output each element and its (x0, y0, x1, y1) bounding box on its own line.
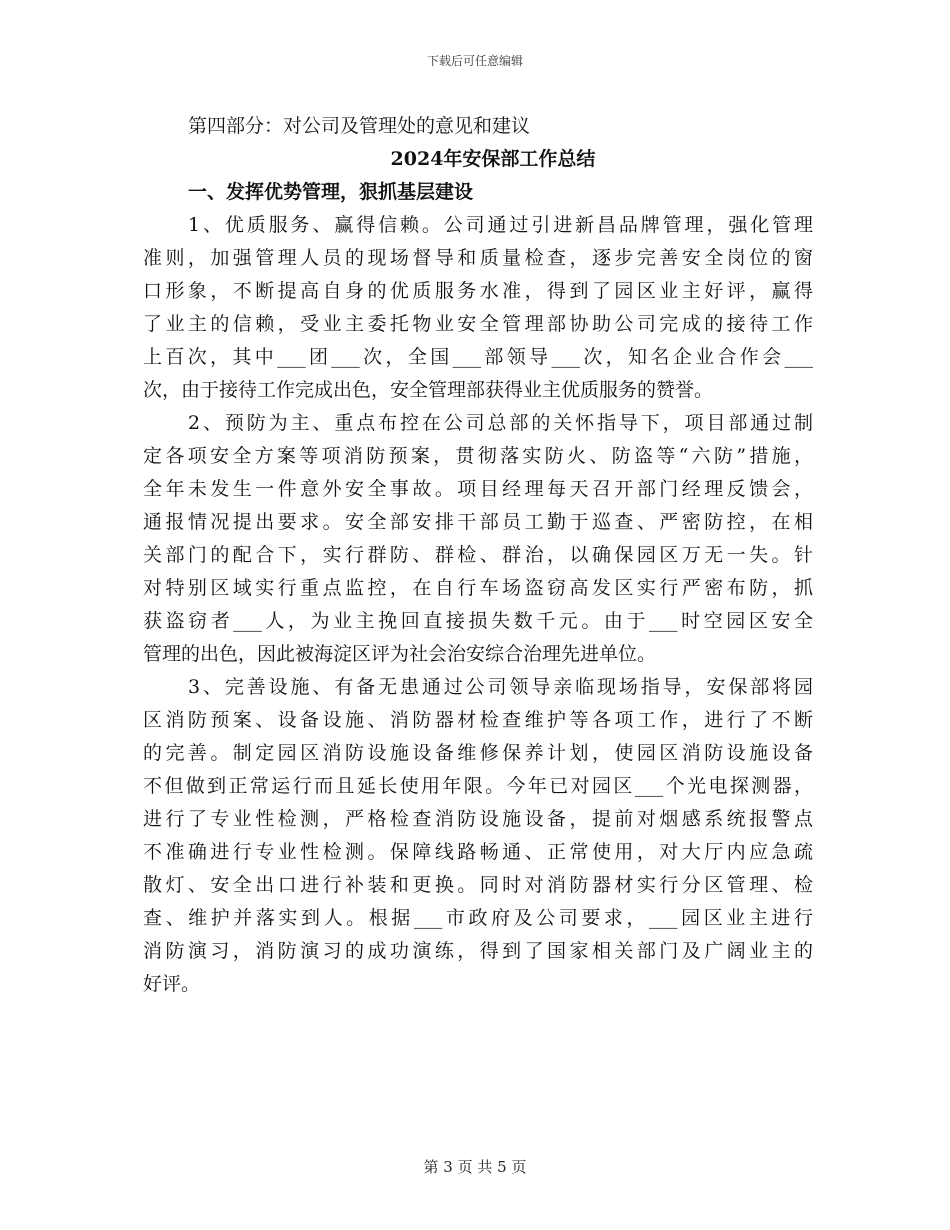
paragraph-line: 的完善。制定园区消防设施设备维修保养计划，使园区消防设施设备 (143, 742, 813, 764)
paragraph-line: 通报情况提出要求。安全部安排干部员工勤于巡查、严密防控，在相 (143, 511, 813, 533)
section-heading: 第四部分：对公司及管理处的意见和建议 (188, 115, 531, 137)
page-header-note: 下载后可任意编辑 (426, 54, 523, 68)
paragraph-line: 2、预防为主、重点布控在公司总部的关怀指导下，项目部通过制 (188, 412, 813, 434)
paragraph-line: 不准确进行专业性检测。保障线路畅通、正常使用，对大厅内应急疏 (143, 841, 813, 863)
paragraph-line: 3、完善设施、有备无患通过公司领导亲临现场指导，安保部将园 (188, 676, 813, 698)
paragraph-line: 上百次，其中___团___次，全国___部领导___次，知名企业合作会___ (143, 346, 813, 368)
paragraph-line: 次，由于接待工作完成出色，安全管理部获得业主优质服务的赞誉。 (143, 379, 714, 401)
paragraph-line: 关部门的配合下，实行群防、群检、群治，以确保园区万无一失。针 (143, 544, 813, 566)
paragraph-2 (143, 407, 813, 671)
paragraph-line: 对特别区域实行重点监控，在自行车场盗窃高发区实行严密布防，抓 (143, 577, 813, 599)
paragraph-1 (143, 209, 813, 407)
paragraph-line: 管理的出色，因此被海淀区评为社会治安综合治理先进单位。 (143, 643, 657, 665)
paragraph-line: 获盗窃者___人，为业主挽回直接损失数千元。由于___时空园区安全 (143, 610, 813, 632)
paragraph-line: 不但做到正常运行而且延长使用年限。今年已对园区___个光电探测器， (143, 775, 813, 797)
paragraph-line: 全年未发生一件意外安全事故。项目经理每天召开部门经理反馈会， (143, 478, 813, 500)
page-number-footer: 第 3 页 共 5 页 (423, 1158, 527, 1176)
paragraph-line: 好评。 (143, 973, 201, 995)
paragraph-line: 查、维护并落实到人。根据___市政府及公司要求，___园区业主进行 (143, 907, 813, 929)
paragraph-line: 区消防预案、设备设施、消防器材检查维护等各项工作，进行了不断 (143, 709, 813, 731)
paragraph-line: 定各项安全方案等项消防预案，贯彻落实防火、防盗等“六防”措施， (143, 445, 813, 467)
paragraph-line: 进行了专业性检测，严格检查消防设施设备，提前对烟感系统报警点 (143, 808, 813, 830)
paragraph-line: 准则，加强管理人员的现场督导和质量检查，逐步完善安全岗位的窗 (143, 247, 813, 269)
paragraph-line: 了业主的信赖，受业主委托物业安全管理部协助公司完成的接待工作 (143, 313, 813, 335)
paragraph-line: 消防演习，消防演习的成功演练，得到了国家相关部门及广阔业主的 (143, 940, 813, 962)
paragraph-line: 散灯、安全出口进行补装和更换。同时对消防器材实行分区管理、检 (143, 874, 813, 896)
document-body (143, 110, 813, 1001)
paragraph-3 (143, 671, 813, 1001)
document-title: 2024年安保部工作总结 (390, 148, 596, 170)
paragraph-line: 口形象，不断提高自身的优质服务水准，得到了园区业主好评，赢得 (143, 280, 813, 302)
subheading: 一、发挥优势管理，狠抓基层建设 (188, 181, 474, 203)
paragraph-line: 1、优质服务、赢得信赖。公司通过引进新昌品牌管理，强化管理 (188, 214, 813, 236)
